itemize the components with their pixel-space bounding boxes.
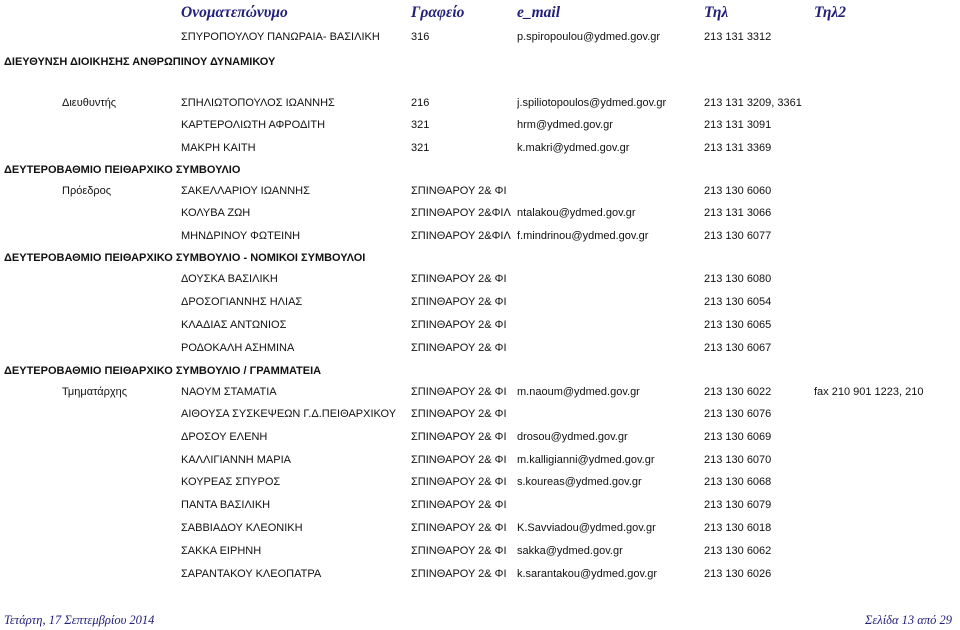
role-cell: Πρόεδρος <box>62 185 112 197</box>
office-cell: ΣΠΙΝΘΑΡΟΥ 2&ΦΙΛ <box>411 230 511 242</box>
footer-page-number: Σελίδα 13 από 29 <box>864 613 952 627</box>
email-cell: ntalakou@ydmed.gov.gr <box>517 207 636 219</box>
header-email: e_mail <box>517 4 561 21</box>
email-cell: f.mindrinou@ydmed.gov.gr <box>517 230 649 242</box>
name-cell: ΡΟΔΟΚΑΛΗ ΑΣΗΜΙΝΑ <box>181 342 295 354</box>
name-cell: ΜΗΝΔΡΙΝΟΥ ΦΩΤΕΙΝΗ <box>181 230 301 242</box>
name-cell: ΠΑΝΤΑ ΒΑΣΙΛΙΚΗ <box>181 499 271 511</box>
name-cell: ΣΑΚΕΛΛΑΡΙΟΥ ΙΩΑΝΝΗΣ <box>181 185 310 197</box>
phone-cell: 213 130 6067 <box>704 342 772 354</box>
office-cell: ΣΠΙΝΘΑΡΟΥ 2& ΦΙ <box>411 545 507 557</box>
email-cell: s.koureas@ydmed.gov.gr <box>517 476 642 488</box>
email-cell: m.naoum@ydmed.gov.gr <box>517 386 640 398</box>
phone-cell: 213 130 6070 <box>704 454 772 466</box>
office-cell: ΣΠΙΝΘΑΡΟΥ 2& ΦΙ <box>411 431 507 443</box>
office-cell: ΣΠΙΝΘΑΡΟΥ 2& ΦΙ <box>411 522 507 534</box>
office-cell: ΣΠΙΝΘΑΡΟΥ 2& ΦΙ <box>411 408 507 420</box>
office-cell: 321 <box>411 119 430 131</box>
table-row <box>0 497 960 513</box>
email-cell: p.spiropoulou@ydmed.gov.gr <box>517 31 661 43</box>
section-heading: ΔΕΥΤΕΡΟΒΑΘΜΙΟ ΠΕΙΘΑΡΧΙΚΟ ΣΥΜΒΟΥΛΙΟ <box>4 164 241 176</box>
email-cell: m.kalligianni@ydmed.gov.gr <box>517 454 655 466</box>
table-row <box>0 474 960 490</box>
table-row <box>0 29 960 45</box>
office-cell: ΣΠΙΝΘΑΡΟΥ 2&ΦΙΛ <box>411 207 511 219</box>
phone-cell: 213 130 6079 <box>704 499 772 511</box>
email-cell: k.makri@ydmed.gov.gr <box>517 142 630 154</box>
name-cell: ΚΛΑΔΙΑΣ ΑΝΤΩΝΙΟΣ <box>181 319 287 331</box>
office-cell: ΣΠΙΝΘΑΡΟΥ 2& ΦΙ <box>411 342 507 354</box>
name-cell: ΔΡΟΣΟΓΙΑΝΝΗΣ ΗΛΙΑΣ <box>181 296 303 308</box>
phone-cell: 213 130 6069 <box>704 431 772 443</box>
role-cell: Τμηματάρχης <box>62 386 128 398</box>
table-row <box>0 566 960 582</box>
phone-cell: 213 130 6076 <box>704 408 772 420</box>
section-heading: ΔΕΥΤΕΡΟΒΑΘΜΙΟ ΠΕΙΘΑΡΧΙΚΟ ΣΥΜΒΟΥΛΙΟ / ΓΡΑΜΜΑΤΕΙΑ <box>4 365 322 377</box>
name-cell: ΣΑΚΚΑ ΕΙΡΗΝΗ <box>181 545 262 557</box>
name-cell: ΣΑΒΒΙΑΔΟΥ ΚΛΕΟΝΙΚΗ <box>181 522 303 534</box>
phone-cell: 213 131 3312 <box>704 31 772 43</box>
phone-cell: 213 130 6068 <box>704 476 772 488</box>
name-cell: ΑΙΘΟΥΣΑ ΣΥΣΚΕΨΕΩΝ Γ.Δ.ΠΕΙΘΑΡΧΙΚΟΥ <box>181 408 397 420</box>
office-cell: 316 <box>411 31 430 43</box>
name-cell: ΚΟΛΥΒΑ ΖΩΗ <box>181 207 251 219</box>
office-cell: 216 <box>411 97 430 109</box>
name-cell: ΚΑΡΤΕΡΟΛΙΩΤΗ ΑΦΡΟΔΙΤΗ <box>181 119 326 131</box>
phone-cell: 213 131 3091 <box>704 119 772 131</box>
name-cell: ΔΟΥΣΚΑ ΒΑΣΙΛΙΚΗ <box>181 273 278 285</box>
phone-cell: 213 130 6054 <box>704 296 772 308</box>
phone2-cell: fax 210 901 1223, 210 <box>814 386 924 398</box>
phone-cell: 213 130 6062 <box>704 545 772 557</box>
table-row <box>0 228 960 244</box>
phone-cell: 213 130 6060 <box>704 185 772 197</box>
name-cell: ΝΑΟΥΜ ΣΤΑΜΑΤΙΑ <box>181 386 277 398</box>
email-cell: K.Savviadou@ydmed.gov.gr <box>517 522 656 534</box>
role-cell: Διευθυντής <box>62 97 117 109</box>
phone-cell: 213 130 6080 <box>704 273 772 285</box>
table-row <box>0 340 960 356</box>
table-row <box>0 384 960 400</box>
table-row <box>0 520 960 536</box>
name-cell: ΣΠΥΡΟΠΟΥΛΟΥ ΠΑΝΩΡΑΙΑ- ΒΑΣΙΛΙΚΗ <box>181 31 380 43</box>
office-cell: ΣΠΙΝΘΑΡΟΥ 2& ΦΙ <box>411 476 507 488</box>
table-row <box>0 117 960 133</box>
table-row <box>0 294 960 310</box>
table-row <box>0 406 960 422</box>
header-phone: Τηλ <box>704 4 729 21</box>
section-heading-row <box>0 54 960 70</box>
phone-cell: 213 130 6018 <box>704 522 772 534</box>
office-cell: ΣΠΙΝΘΑΡΟΥ 2& ΦΙ <box>411 568 507 580</box>
table-row <box>0 95 960 111</box>
table-row <box>0 183 960 199</box>
phone-cell: 213 130 6065 <box>704 319 772 331</box>
email-cell: j.spiliotopoulos@ydmed.gov.gr <box>517 97 667 109</box>
phone-cell: 213 131 3209, 3361 <box>704 97 802 109</box>
office-cell: ΣΠΙΝΘΑΡΟΥ 2& ΦΙ <box>411 319 507 331</box>
table-row <box>0 317 960 333</box>
name-cell: ΜΑΚΡΗ ΚΑΙΤΗ <box>181 142 256 154</box>
email-cell: sakka@ydmed.gov.gr <box>517 545 623 557</box>
phone-cell: 213 130 6077 <box>704 230 772 242</box>
section-heading-row <box>0 250 960 266</box>
phone-cell: 213 131 3369 <box>704 142 772 154</box>
email-cell: hrm@ydmed.gov.gr <box>517 119 613 131</box>
table-row <box>0 140 960 156</box>
phone-cell: 213 130 6022 <box>704 386 772 398</box>
section-heading: ΔΙΕΥΘΥΝΣΗ ΔΙΟΙΚΗΣΗΣ ΑΝΘΡΩΠΙΝΟΥ ΔΥΝΑΜΙΚΟΥ <box>4 56 276 68</box>
phone-cell: 213 130 6026 <box>704 568 772 580</box>
name-cell: ΚΑΛΛΙΓΙΑΝΝΗ ΜΑΡΙΑ <box>181 454 291 466</box>
office-cell: ΣΠΙΝΘΑΡΟΥ 2& ΦΙ <box>411 499 507 511</box>
header-phone2: Τηλ2 <box>814 4 847 21</box>
office-cell: 321 <box>411 142 430 154</box>
header-name: Ονοματεπώνυμο <box>181 4 288 21</box>
footer-date: Τετάρτη, 17 Σεπτεμβρίου 2014 <box>4 613 155 627</box>
name-cell: ΚΟΥΡΕΑΣ ΣΠΥΡΟΣ <box>181 476 281 488</box>
section-heading-row <box>0 162 960 178</box>
table-row <box>0 205 960 221</box>
table-row <box>0 429 960 445</box>
table-row <box>0 271 960 287</box>
section-heading: ΔΕΥΤΕΡΟΒΑΘΜΙΟ ΠΕΙΘΑΡΧΙΚΟ ΣΥΜΒΟΥΛΙΟ - ΝΟΜΙΚΟΙ ΣΥΜΒΟΥΛΟΙ <box>4 252 366 264</box>
office-cell: ΣΠΙΝΘΑΡΟΥ 2& ΦΙ <box>411 185 507 197</box>
table-row <box>0 543 960 559</box>
name-cell: ΣΑΡΑΝΤΑΚΟΥ ΚΛΕΟΠΑΤΡΑ <box>181 568 322 580</box>
name-cell: ΣΠΗΛΙΩΤΟΠΟΥΛΟΣ ΙΩΑΝΝΗΣ <box>181 97 335 109</box>
email-cell: drosou@ydmed.gov.gr <box>517 431 628 443</box>
office-cell: ΣΠΙΝΘΑΡΟΥ 2& ΦΙ <box>411 296 507 308</box>
section-heading-row <box>0 363 960 379</box>
name-cell: ΔΡΟΣΟΥ ΕΛΕΝΗ <box>181 431 268 443</box>
email-cell: k.sarantakou@ydmed.gov.gr <box>517 568 657 580</box>
phone-cell: 213 131 3066 <box>704 207 772 219</box>
office-cell: ΣΠΙΝΘΑΡΟΥ 2& ΦΙ <box>411 386 507 398</box>
office-cell: ΣΠΙΝΘΑΡΟΥ 2& ΦΙ <box>411 273 507 285</box>
header-office: Γραφείο <box>411 4 465 21</box>
table-row <box>0 452 960 468</box>
office-cell: ΣΠΙΝΘΑΡΟΥ 2& ΦΙ <box>411 454 507 466</box>
